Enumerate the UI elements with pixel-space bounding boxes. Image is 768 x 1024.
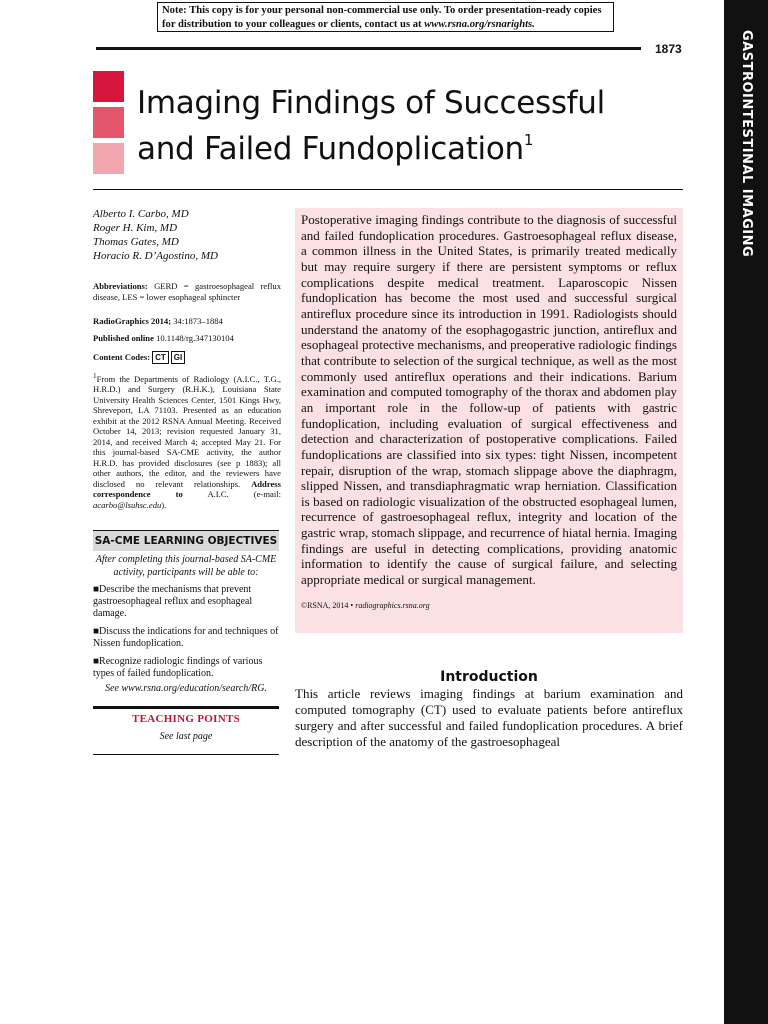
article-title: [137, 85, 657, 168]
note-label: Note:: [162, 5, 187, 16]
title-line-2: and Failed Fundoplication: [137, 131, 524, 167]
author: Thomas Gates, MD: [93, 236, 179, 248]
introduction-text: This article reviews imaging findings at barium examination and computed tomography (CT) used to evaluate patients before antireflux surgery and after successful and failed fundoplication procedures. A brief description of the anatomy of the gastroesophageal: [295, 686, 683, 749]
cme-objective: ■Discuss the indications for and techniques of Nissen fundoplication.: [93, 626, 279, 649]
cme-objective: ■Recognize radiologic findings of various types of failed fundoplication.: [93, 656, 263, 679]
cme-objective: ■Describe the mechanisms that prevent gastroesophageal reflux and esophageal damage.: [93, 584, 253, 619]
cme-objective-text: Describe the mechanisms that prevent gastroesophageal reflux and esophageal damage.: [93, 584, 253, 619]
copyright-line: [301, 598, 677, 614]
abstract-text: Postoperative imaging findings contribute to the diagnosis of successful and failed fundoplication procedures. Gastroesophageal reflux disease, a common illness in the United States, is primarily treated medically but may require surgery if there are persistent symptoms or reflux complications despite medical treatment. Laparoscopic Nissen fundoplication has become the most used and successful surgical antireflux procedure since its introduction in 1991. Radiologists should understand the anatomy of the esophagogastric junction, antireflux and esophageal protective mechanisms, and preoperative radiologic findings that contribute to selection of the surgical technique, as well as the most commonly used antireflux operations and their indications. Barium examination and computed tomography of the thorax and abdomen play an important role in the follow-up of patients with gastric fundoplication, including evaluation of surgical effectiveness and detection and characterization of postoperative complications. Failed fundoplications are classified into six types: tight Nissen, incompetent repair, disruption of the wrap, stomach slippage above the diaphragm, slipped Nissen, and transdiaphragmatic wrap herniation. Classification is based on radiologic visualization of the obstructed esophageal lumen, recurrence of gastroesophageal reflux, integrity and location of the gastric wrap, stomach slippage, and recurrence of hiatal hernia. Imaging findings are useful in detecting complications, providing anatomic information to identify the cause of surgical failure, and selecting appropriate medical or surgical management.: [301, 212, 677, 588]
header-rule: [96, 47, 641, 50]
cme-objective-text: Discuss the indications for and techniques of Nissen fundoplication.: [93, 626, 279, 649]
cme-see-link[interactable]: See www.rsna.org/education/search/RG.: [105, 683, 267, 694]
section-label: GASTROINTESTINAL IMAGING: [739, 30, 754, 258]
logo-square-dark: [93, 71, 124, 102]
published-label: Published online: [93, 333, 154, 343]
cme-heading: SA-CME LEARNING OBJECTIVES: [93, 530, 279, 551]
copyright: ©RSNA, 2014 •: [301, 600, 354, 610]
journal-site[interactable]: radiographics.rsna.org: [355, 600, 430, 610]
title-footnote-mark: 1: [523, 131, 534, 149]
abbreviations-label: Abbreviations:: [93, 281, 148, 291]
citation: [93, 316, 281, 327]
content-code-badge: GI: [171, 351, 185, 364]
content-code-badge: CT: [152, 351, 169, 364]
teaching-points-see: See last page: [159, 731, 213, 742]
note-text: This copy is for your personal non-commercial use only. To order presentation-ready copies for distribution to your colleagues or clients, contact us at: [162, 5, 602, 30]
correspondence-label: Address correspondence to: [93, 478, 281, 500]
page-number: 1873: [655, 42, 682, 56]
author: Alberto I. Carbo, MD: [93, 208, 189, 220]
content-codes-label: Content Codes:: [93, 352, 151, 363]
footnote-tail: ).: [161, 499, 167, 510]
cme-intro: After completing this journal-based SA-CME activity, participants will be able to:: [95, 554, 277, 578]
author: Horacio R. D’Agostino, MD: [93, 250, 218, 262]
author: Roger H. Kim, MD: [93, 222, 178, 234]
logo-square-light: [93, 143, 124, 174]
introduction-heading: Introduction: [440, 669, 538, 685]
title-rule: [93, 189, 683, 190]
note-url[interactable]: www.rsna.org/rsnarights.: [424, 19, 535, 30]
correspondence-email[interactable]: acarbo@lsuhsc.edu: [93, 499, 162, 510]
footnote-text: From the Departments of Radiology (A.I.C., T.G., H.R.D.) and Surgery (R.H.K.), Louisiana State University Health Sciences Center, 1501 Kings Hwy, Shreveport, LA 71103. Presented as an education exhibit at the 2012 RSNA Annual Meeting. Received October 14, 2013; revision requested January 31, 2014, and received March 4; accepted May 21. For this journal-based SA-CME activity, the author H.R.D. has provided disclosures (see p 1883); all other authors, the editor, and the reviewers have disclosed no relevant relationships.: [93, 373, 281, 489]
cme-objective-text: Recognize radiologic findings of various types of failed fundoplication.: [93, 656, 263, 679]
abstract-box: [295, 208, 683, 633]
teaching-points-heading: TEACHING POINTS: [131, 713, 241, 725]
content-codes: [93, 351, 281, 364]
published-online: [93, 333, 281, 344]
teaching-points-bottom-rule: [93, 754, 279, 755]
affiliation-footnote: $^1$From the Departments of Radiology (A.I.C., T.G., H.R.D.) and Surgery (R.H.K.), Louisiana State University Health Sciences Center, 1501 Kings Hwy, Shreveport, LA 71103. Presented as an education exhibit at the 2012 RSNA Annual Meeting. Received October 14, 2013; revision requested January 31, 2014, and received March 4; accepted May 21. For this journal-based SA-CME activity, the author H.R.D. has provided disclosures (see p 1883); all other authors, the editor, and the reviewers have disclosed no relevant relationships. Address correspondence to A.I.C. (e-mail: acarbo@lsuhsc.edu).: [93, 372, 281, 510]
distribution-note: [157, 2, 614, 32]
title-line-1: Imaging Findings of Successful: [137, 85, 605, 121]
doi[interactable]: 10.1148/rg.347130104: [156, 333, 234, 343]
teaching-points-rule: [93, 706, 279, 709]
abbreviations: [93, 281, 281, 302]
correspondence-text: A.I.C. (e-mail:: [207, 489, 281, 500]
abbreviations-text: GERD = gastroesophageal reflux disease, LES = lower esophageal sphincter: [93, 281, 281, 302]
section-sidebar: [724, 0, 768, 1024]
citation-ref: 34:1873–1884: [173, 316, 223, 326]
logo-square-medium: [93, 107, 124, 138]
journal-name: RadioGraphics 2014;: [93, 316, 172, 326]
author-list: [93, 207, 283, 263]
